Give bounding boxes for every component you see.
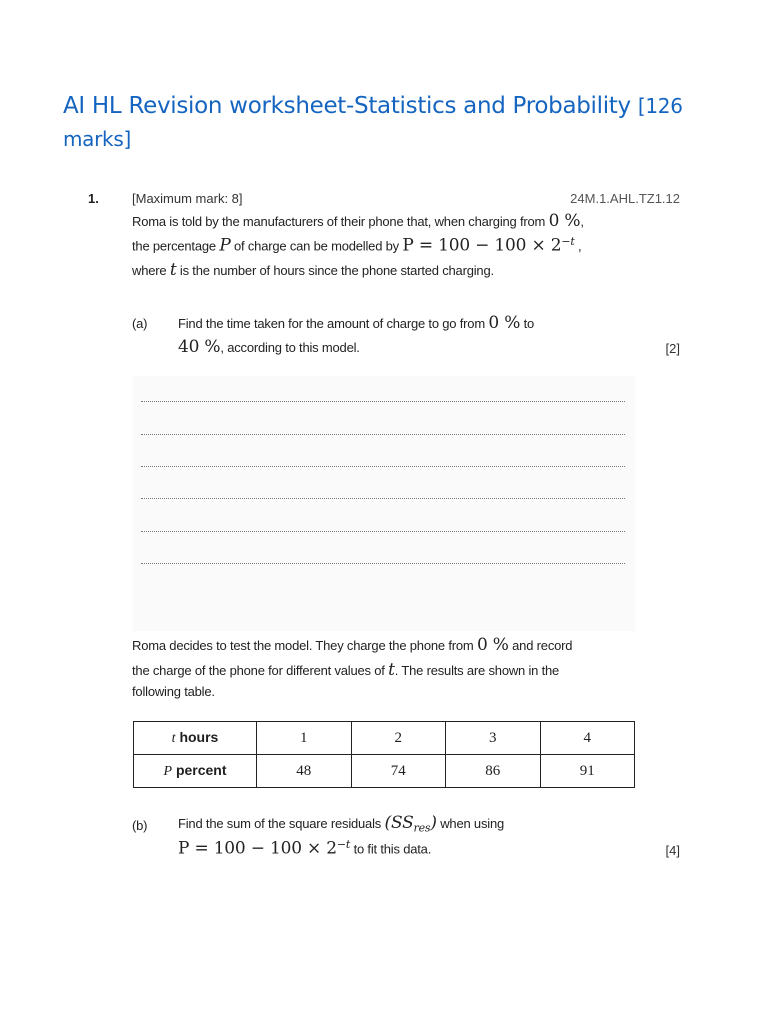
answer-line xyxy=(141,530,625,532)
title-main: AI HL Revision worksheet-Statistics and Probability xyxy=(63,93,631,119)
title-marks: [126 marks] xyxy=(63,94,683,151)
answer-line xyxy=(141,433,625,435)
answer-line xyxy=(141,562,625,564)
table-row xyxy=(134,722,635,755)
worksheet-title xyxy=(63,90,703,156)
part-b-marks: [4] xyxy=(665,843,680,858)
table-cell: 86 xyxy=(446,755,541,788)
intro-line-2: the percentage P of charge can be modelled by $P = 100 - 100 \times 2^{-t}$ , xyxy=(132,235,582,256)
question-reference: 24M.1.AHL.TZ1.12 xyxy=(570,191,680,206)
part-b-line-2: $P = 100 - 100 \times 2^{-t}$ to fit this data. xyxy=(178,838,432,859)
results-table xyxy=(133,721,635,788)
answer-line xyxy=(141,465,625,467)
p-percent-header: P percent xyxy=(134,755,257,788)
part-a-marks: [2] xyxy=(665,341,680,356)
maximum-mark: [Maximum mark: 8] xyxy=(132,191,243,206)
table-cell: 48 xyxy=(257,755,352,788)
table-cell: 4 xyxy=(540,722,635,755)
part-b-label: (b) xyxy=(132,818,148,833)
context-line-2: the charge of the phone for different values of t. The results are shown in the xyxy=(132,660,560,680)
part-a-label: (a) xyxy=(132,316,148,331)
table-cell: 91 xyxy=(540,755,635,788)
context-line-3: following table. xyxy=(132,684,215,699)
context-line-1: Roma decides to test the model. They charge the phone from 0 % and record xyxy=(132,635,573,655)
answer-line xyxy=(141,497,625,499)
part-a-line-1: Find the time taken for the amount of charge to go from 0 % to xyxy=(178,313,535,333)
answer-area[interactable] xyxy=(133,376,635,631)
table-cell: 2 xyxy=(351,722,446,755)
table-row xyxy=(134,755,635,788)
math-zero-percent: 0 % xyxy=(548,211,581,231)
table-cell: 74 xyxy=(351,755,446,788)
model-formula: P = 100 − 100 × 2 xyxy=(402,235,562,256)
model-formula: P = 100 − 100 × 2 xyxy=(178,838,337,859)
t-hours-header: t hours xyxy=(134,722,257,755)
part-a-line-2: 40 %, according to this model. xyxy=(178,337,360,357)
intro-line-3: where t is the number of hours since the phone started charging. xyxy=(132,260,494,280)
question-number: 1. xyxy=(88,191,99,206)
intro-line-1: Roma is told by the manufacturers of their phone that, when charging from 0 %, xyxy=(132,211,584,231)
table-cell: 3 xyxy=(446,722,541,755)
table-cell: 1 xyxy=(257,722,352,755)
answer-line xyxy=(141,400,625,402)
part-b-line-1: Find the sum of the square residuals $(SS_{res})$ when using xyxy=(178,813,505,835)
